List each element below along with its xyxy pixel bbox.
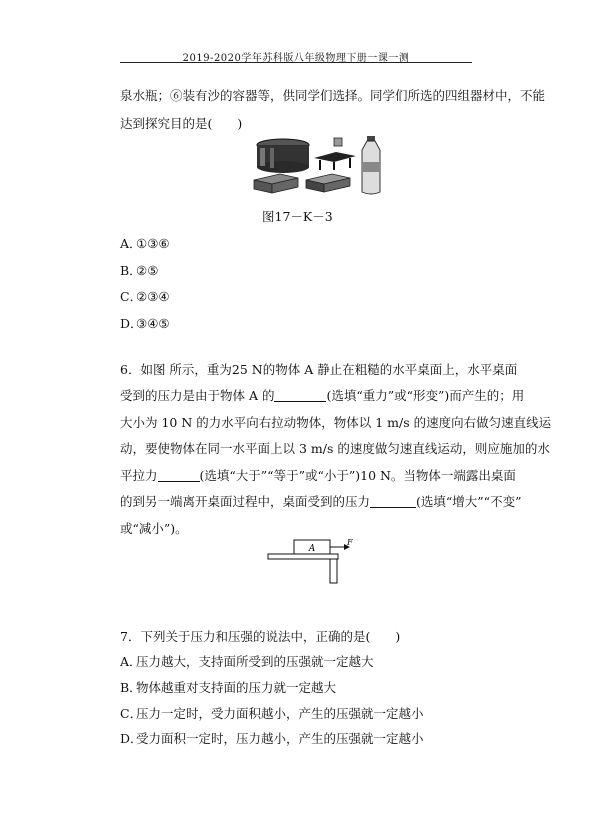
option-text: 压力越大，支持面所受到的压强就一定越大 bbox=[136, 654, 374, 669]
q5-line2: 达到探究目的是( ) bbox=[120, 116, 243, 131]
q5-figure-caption: 图17－K－3 bbox=[262, 209, 333, 224]
q6-line3: 大小为 10 N 的力水平向右拉动物体，物体以 1 m/s 的速度向右做匀速直线运 bbox=[120, 415, 552, 430]
q7-stem: 7．下列关于压力和压强的说法中，正确的是( ) bbox=[120, 629, 401, 644]
option-letter: C． bbox=[120, 289, 143, 304]
q6-answer-blank-2[interactable] bbox=[158, 469, 200, 482]
brick-image bbox=[306, 174, 350, 192]
q6-line4: 动，要使物体在同一水平面上以 3 m/s 的速度做匀速直线运动，则应施加的水 bbox=[120, 441, 550, 456]
q6-line6 bbox=[120, 492, 521, 510]
force-label: F bbox=[347, 538, 353, 547]
option-text: 压力一定时，受力面积越小，产生的压强就一定越小 bbox=[136, 706, 424, 721]
table-top bbox=[268, 554, 338, 559]
q6-answer-blank-3[interactable] bbox=[370, 495, 416, 508]
sponge-block-image bbox=[254, 174, 298, 193]
q6-line5 bbox=[120, 466, 516, 484]
q5-line1: 泉水瓶；⑥装有沙的容器等，供同学们选择。同学们所选的四组器材中，不能 bbox=[120, 88, 546, 103]
q5-option-d bbox=[120, 314, 170, 332]
option-letter: A． bbox=[120, 236, 142, 251]
option-letter: B． bbox=[120, 680, 142, 695]
option-text: ①③⑥ bbox=[136, 236, 170, 251]
sand-container-image bbox=[257, 139, 309, 173]
q7-option-a bbox=[120, 652, 374, 670]
q6-line5-text-b: (选填“大于”“等于”或“小于”)10 N。当物体一端露出桌面 bbox=[199, 468, 516, 483]
option-letter: D． bbox=[120, 316, 143, 331]
small-table-image bbox=[314, 138, 356, 170]
q7-option-d bbox=[120, 729, 424, 747]
q6-line2-text-b: (选填“重力”或“形变”)而产生的；用 bbox=[326, 388, 525, 403]
page-header: 2019-2020学年苏科版八年级物理下册一课一测 bbox=[182, 53, 410, 64]
q6-table-figure bbox=[268, 538, 352, 584]
q6-line2 bbox=[120, 386, 524, 404]
q6-line1: 6．如图 所示，重为25 N的物体 A 静止在粗糙的水平桌面上，水平桌面 bbox=[120, 362, 518, 377]
option-text: ②③④ bbox=[136, 289, 170, 304]
option-text: 受力面积一定时，压力越小，产生的压强就一定越小 bbox=[136, 731, 424, 746]
option-letter: D． bbox=[120, 731, 143, 746]
block-a-label: A bbox=[308, 544, 316, 554]
q6-line7: 或“减小”)。 bbox=[120, 521, 188, 536]
q5-option-c bbox=[120, 287, 170, 305]
q5-equipment-figure bbox=[250, 136, 390, 198]
option-letter: B． bbox=[120, 263, 142, 278]
water-bottle-image bbox=[362, 136, 380, 194]
q6-answer-blank-1[interactable] bbox=[274, 389, 326, 402]
q5-option-b bbox=[120, 261, 158, 279]
option-text: ③④⑤ bbox=[136, 316, 170, 331]
q6-line6-text-a: 的到另一端离开桌面过程中，桌面受到的压力 bbox=[120, 494, 371, 509]
q7-option-b bbox=[120, 678, 336, 696]
option-letter: C． bbox=[120, 706, 143, 721]
table-leg bbox=[330, 559, 337, 583]
option-text: ②⑤ bbox=[136, 263, 159, 278]
q6-line6-text-b: (选填“增大”“不变” bbox=[416, 494, 522, 509]
option-text: 物体越重对支持面的压力就一定越大 bbox=[136, 680, 337, 695]
q6-line5-text-a: 平拉力 bbox=[120, 468, 158, 483]
option-letter: A． bbox=[120, 654, 142, 669]
q6-line2-text-a: 受到的压力是由于物体 A 的 bbox=[120, 388, 275, 403]
q7-option-c bbox=[120, 704, 424, 722]
header-divider bbox=[120, 62, 472, 63]
q5-option-a bbox=[120, 234, 170, 252]
